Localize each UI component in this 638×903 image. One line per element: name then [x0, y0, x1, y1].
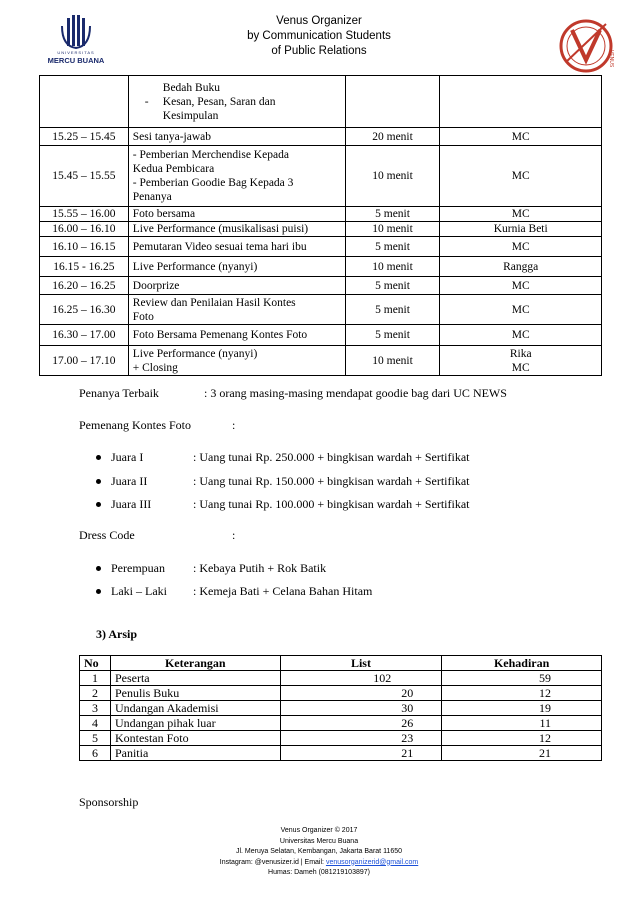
time-cell: 16.30 – 17.00 [40, 325, 129, 346]
table-cell: 2 [80, 686, 111, 701]
footer-contact-line [0, 858, 638, 869]
pic-cell: MC [440, 207, 602, 222]
pic-cell: MC [440, 237, 602, 257]
page-footer [0, 826, 638, 879]
column-header: List [280, 656, 442, 671]
pic-cell: MC [440, 295, 602, 325]
table-cell [440, 76, 602, 128]
time-cell: 16.00 – 16.10 [40, 222, 129, 237]
table-cell: 30 [280, 701, 442, 716]
prize-value: : Uang tunai Rp. 100.000 + bingkisan wardah + Sertifikat [193, 497, 470, 511]
arsip-table [79, 655, 602, 761]
activity-cell: Doorprize [128, 277, 345, 295]
dress-value: : Kebaya Putih + Rok Batik [193, 561, 327, 575]
activity-line: Bedah Buku [162, 81, 220, 94]
header-line-2: by Communication Students [247, 30, 391, 42]
pic-line: MC [511, 361, 530, 374]
list-dash: - [144, 95, 149, 108]
duration-cell: 20 menit [345, 128, 440, 146]
activity-text: Kesan, Pesan, Saran dan [162, 95, 276, 108]
list-item [96, 450, 143, 465]
arsip-heading: 3) Arsip [96, 627, 138, 641]
table-cell: 26 [280, 716, 442, 731]
duration-cell: 5 menit [345, 325, 440, 346]
logo-univ-label: UNIVERSITAS [57, 50, 95, 55]
duration-cell: 5 menit [345, 207, 440, 222]
table-row [80, 716, 602, 731]
bullet-icon [96, 566, 101, 571]
table-cell: 102 [280, 671, 442, 686]
pic-cell: MC [440, 325, 602, 346]
pic-cell: MC [440, 277, 602, 295]
table-cell: 11 [442, 716, 602, 731]
activity-cell [128, 146, 345, 207]
table-cell: Panitia [110, 746, 280, 761]
table-row [40, 222, 602, 237]
table-row [40, 146, 602, 207]
pic-cell: MC [440, 146, 602, 207]
prize-label: Juara III [111, 497, 152, 511]
pic-cell [440, 346, 602, 376]
table-row [40, 295, 602, 325]
table-cell: 12 [442, 686, 602, 701]
dress-value: : Kemeja Bati + Celana Bahan Hitam [193, 584, 373, 598]
table-row [80, 686, 602, 701]
pic-cell: Rangga [440, 257, 602, 277]
table-cell: 12 [442, 731, 602, 746]
activity-line: + Closing [132, 361, 178, 374]
duration-cell: 10 menit [345, 146, 440, 207]
table-cell [128, 76, 345, 128]
activity-cell: Foto Bersama Pemenang Kontes Foto [128, 325, 345, 346]
pemenang-label: Pemenang Kontes Foto [79, 418, 191, 432]
table-cell: 3 [80, 701, 111, 716]
time-cell: 16.10 – 16.15 [40, 237, 129, 257]
duration-cell: 10 menit [345, 257, 440, 277]
sponsorship-heading: Sponsorship [79, 795, 139, 809]
list-item [96, 561, 165, 576]
list-item [96, 584, 167, 599]
activity-cell: Pemutaran Video sesuai tema hari ibu [128, 237, 345, 257]
pic-line: Rika [509, 347, 532, 360]
table-row [40, 346, 602, 376]
table-cell: 21 [442, 746, 602, 761]
prize-label: Juara II [111, 474, 148, 488]
table-cell: 6 [80, 746, 111, 761]
time-cell: 17.00 – 17.10 [40, 346, 129, 376]
activity-cell: Live Performance (musikalisasi puisi) [128, 222, 345, 237]
time-cell: 15.55 – 16.00 [40, 207, 129, 222]
venus-emblem-icon [556, 16, 622, 76]
penanya-label: Penanya Terbaik [79, 386, 159, 400]
duration-cell: 10 menit [345, 346, 440, 376]
table-row [80, 731, 602, 746]
footer-line: Jl. Meruya Selatan, Kembangan, Jakarta Barat 11650 [235, 848, 403, 855]
table-row [40, 257, 602, 277]
list-item [96, 497, 151, 512]
table-cell: 20 [280, 686, 442, 701]
time-cell: 16.15 - 16.25 [40, 257, 129, 277]
venus-logo [556, 16, 622, 76]
table-cell [40, 76, 129, 128]
header-line-1: Venus Organizer [276, 15, 362, 27]
activity-line: - Pemberian Merchendise Kepada [132, 149, 289, 161]
table-cell: 59 [442, 671, 602, 686]
column-header: No [80, 656, 111, 671]
table-cell [345, 76, 440, 128]
column-header: Keterangan [110, 656, 280, 671]
footer-email-link[interactable]: venusorganizerid@gmail.com [325, 858, 419, 866]
table-cell: Kontestan Foto [110, 731, 280, 746]
duration-cell: 5 menit [345, 295, 440, 325]
bullet-icon [96, 479, 101, 484]
table-cell: Penulis Buku [110, 686, 280, 701]
time-cell: 15.45 – 15.55 [40, 146, 129, 207]
table-cell: 5 [80, 731, 111, 746]
pic-cell: Kurnia Beti [440, 222, 602, 237]
table-row [80, 671, 602, 686]
table-cell: 21 [280, 746, 442, 761]
footer-contact-prefix: Instagram: @venusizer.id | Email: [219, 858, 326, 866]
table-row [40, 237, 602, 257]
dress-label: Laki – Laki [111, 584, 167, 598]
table-row [40, 128, 602, 146]
table-cell: 4 [80, 716, 111, 731]
table-cell: 1 [80, 671, 111, 686]
prize-value: : Uang tunai Rp. 250.000 + bingkisan wardah + Sertifikat [193, 450, 470, 464]
activity-line [135, 95, 341, 109]
time-cell: 16.25 – 16.30 [40, 295, 129, 325]
activity-cell: Sesi tanya-jawab [128, 128, 345, 146]
table-header-row [80, 656, 602, 671]
schedule-table [39, 75, 602, 376]
time-cell: 16.20 – 16.25 [40, 277, 129, 295]
prize-label: Juara I [111, 450, 144, 464]
header-line-3: of Public Relations [271, 45, 367, 57]
penanya-value: : 3 orang masing-masing mendapat goodie bag dari UC NEWS [204, 386, 507, 400]
prize-value: : Uang tunai Rp. 150.000 + bingkisan wardah + Sertifikat [193, 474, 470, 488]
activity-line: Penanya [132, 191, 172, 203]
dress-code-label: Dress Code [79, 528, 135, 542]
bullet-icon [96, 589, 101, 594]
activity-cell: Foto bersama [128, 207, 345, 222]
table-cell: 23 [280, 731, 442, 746]
bullet-icon [96, 455, 101, 460]
table-cell: 19 [442, 701, 602, 716]
duration-cell: 5 menit [345, 237, 440, 257]
dress-label: Perempuan [111, 561, 165, 575]
activity-cell: Live Performance (nyanyi) [128, 257, 345, 277]
activity-cell [128, 295, 345, 325]
table-cell: Peserta [110, 671, 280, 686]
duration-cell: 5 menit [345, 277, 440, 295]
pic-cell: MC [440, 128, 602, 146]
dress-code-colon: : [232, 528, 236, 542]
table-cell: Undangan Akademisi [110, 701, 280, 716]
venus-logo-text: VENUS [608, 50, 614, 68]
column-header: Kehadiran [442, 656, 602, 671]
footer-line: Universitas Mercu Buana [279, 837, 359, 845]
activity-line: Live Performance (nyanyi) [132, 347, 258, 360]
activity-line: Kesimpulan [162, 109, 219, 122]
table-row [40, 76, 602, 128]
footer-line: Humas: Dameh (081219103897) [268, 869, 370, 876]
activity-line: Review dan Penilaian Hasil Kontes [132, 296, 296, 309]
activity-line: Foto [132, 310, 154, 323]
list-item [96, 474, 147, 489]
table-cell: Undangan pihak luar [110, 716, 280, 731]
footer-line: Venus Organizer © 2017 [280, 827, 358, 834]
table-row [40, 207, 602, 222]
page-header [0, 14, 638, 59]
table-row [40, 325, 602, 346]
duration-cell: 10 menit [345, 222, 440, 237]
activity-line: Kedua Pembicara [132, 163, 215, 175]
time-cell: 15.25 – 15.45 [40, 128, 129, 146]
table-row [80, 746, 602, 761]
pemenang-colon: : [232, 418, 236, 432]
activity-line: - Pemberian Goodie Bag Kepada 3 [132, 177, 294, 189]
table-row [40, 277, 602, 295]
logo-name-label: MERCU BUANA [47, 56, 105, 65]
bullet-icon [96, 502, 101, 507]
activity-cell [128, 346, 345, 376]
table-row [80, 701, 602, 716]
